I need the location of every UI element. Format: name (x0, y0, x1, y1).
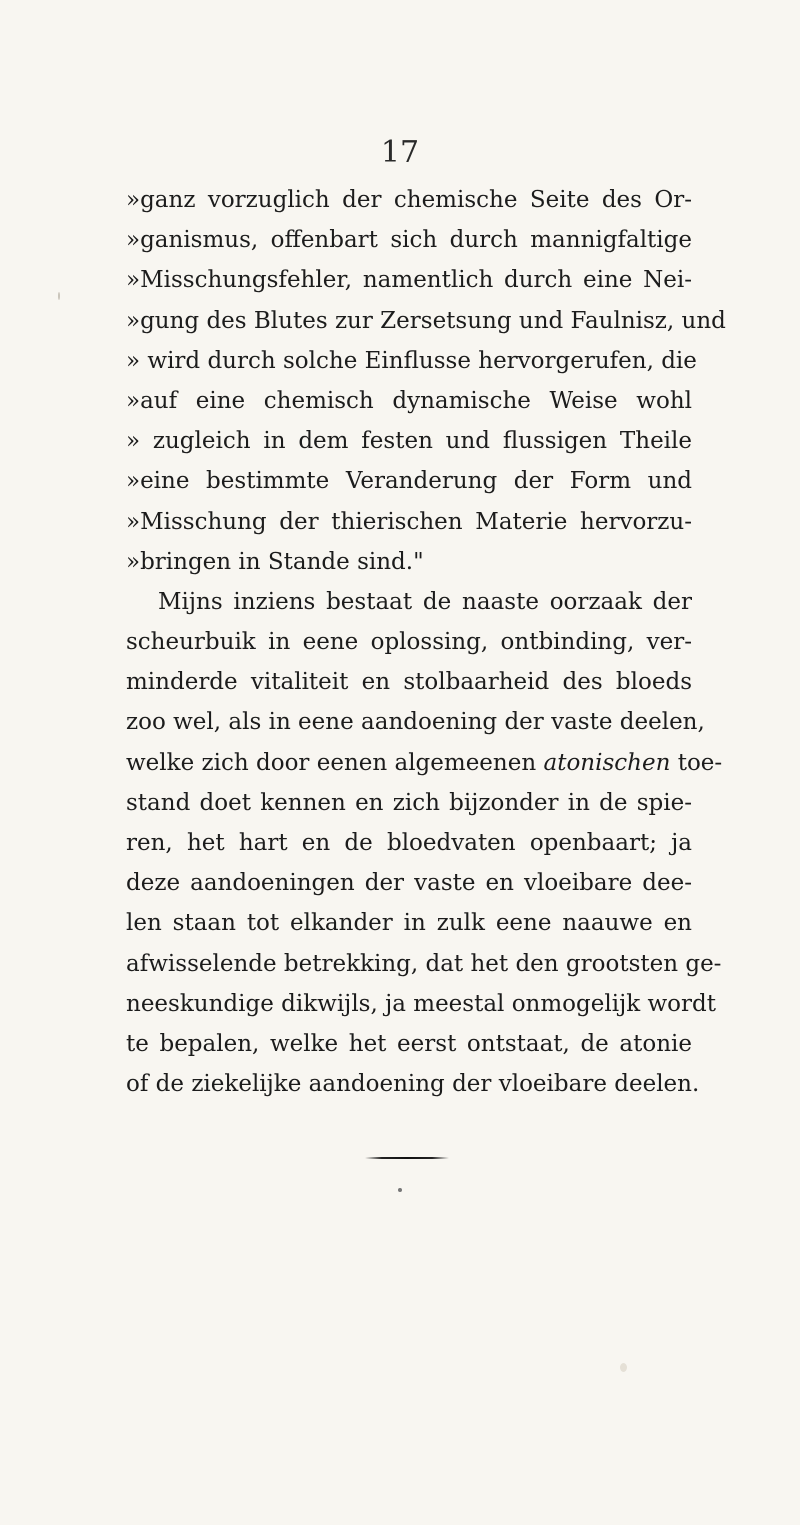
end-ornament-rule (365, 1157, 449, 1159)
text-segment: toe- (677, 749, 723, 776)
text-line: deze aandoeningen der vaste en vloeibare dee- (126, 870, 692, 897)
text-segment: welke zich door eenen algemeenen (126, 749, 537, 776)
text-line: »ganismus, offenbart sich durch mannigfaltige (126, 227, 692, 254)
text-line: ren, het hart en de bloedvaten openbaart; ja (126, 830, 692, 856)
text-line: scheurbuik in eene oplossing, ontbinding, ver- (126, 629, 692, 656)
text-line: minderde vitaliteit en stolbaarheid des bloeds (126, 669, 692, 696)
text-line: » wird durch solche Einflusse hervorgerufen, die (126, 347, 697, 374)
text-line: »gung des Blutes zur Zersetsung und Faulnisz, und (126, 307, 726, 334)
page-number: 17 (380, 135, 420, 170)
text-line: zoo wel, als in eene aandoening der vaste deelen, (126, 709, 705, 736)
text-line: stand doet kennen en zich bijzonder in de spie- (126, 789, 692, 816)
paper-stain (620, 1363, 627, 1372)
text-line-with-italic (126, 743, 723, 783)
text-line: »auf eine chemisch dynamische Weise wohl (126, 387, 692, 414)
text-line: »eine bestimmte Veranderung der Form und (126, 468, 692, 495)
text-line: neeskundige dikwijls, ja meestal onmogelijk wordt (126, 990, 716, 1017)
paper-speck (58, 292, 60, 300)
text-line: » zugleich in dem festen und flussigen Theile (126, 428, 692, 455)
text-line: te bepalen, welke het eerst ontstaat, de atonie (126, 1030, 692, 1057)
text-line: »Misschung der thierischen Materie hervorzu- (126, 508, 692, 535)
text-line: »Misschungsfehler, namentlich durch eine Nei- (126, 267, 692, 294)
body-text (126, 180, 726, 1104)
paper-speck (398, 1188, 402, 1192)
text-line: »bringen in Stande sind." (126, 548, 424, 575)
italic-term: atonischen (543, 749, 671, 776)
paragraph-first-line: Mijns inziens bestaat de naaste oorzaak der (158, 588, 692, 615)
text-line: len staan tot elkander in zulk eene naauwe en (126, 910, 692, 937)
text-line: of de ziekelijke aandoening der vloeibare deelen. (126, 1071, 700, 1098)
text-line: »ganz vorzuglich der chemische Seite des Or- (126, 187, 692, 213)
text-line: afwisselende betrekking, dat het den grootsten ge- (126, 950, 722, 977)
